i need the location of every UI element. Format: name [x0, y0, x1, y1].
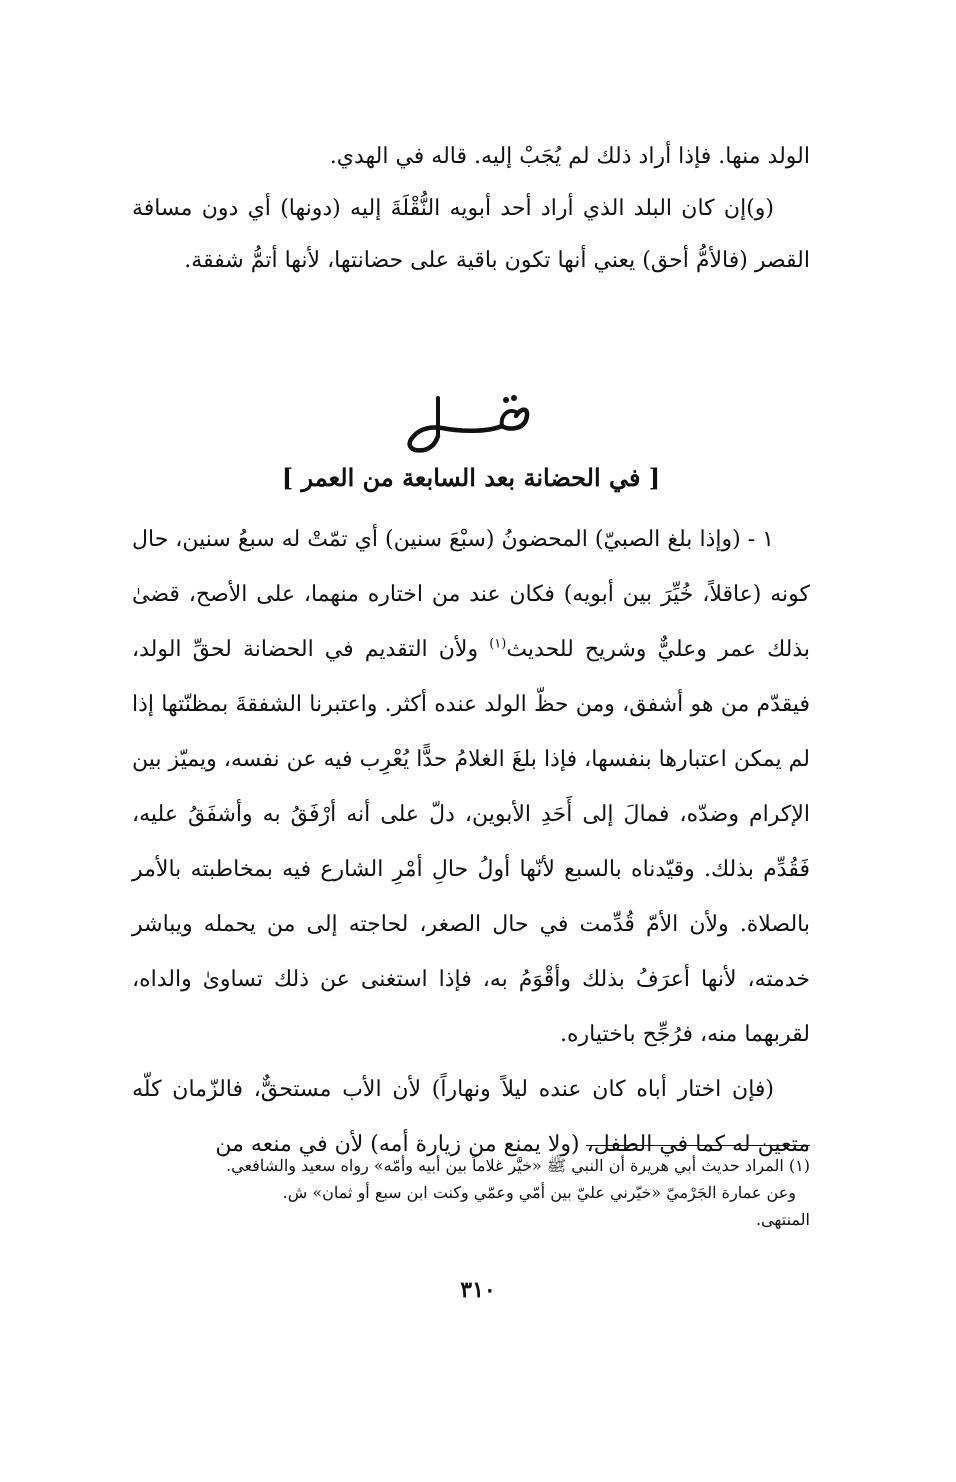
paragraph-transfer-rule: (و)إن كان البلد الذي أراد أحد أبويه النُّقْلَةَ إليه (دونها) أي دون مسافة القصر (فالأمُّ أحق) يعني أنها تكون باقية على حضانتها، لأنها أتمُّ شفقة.	[132, 196, 810, 273]
section-title: [ في الحضانة بعد السابعة من العمر ]	[281, 463, 661, 492]
paragraph-seven-years-rest: ولأن التقديم في الحضانة لحقِّ الولد، فيقدّم من هو أشفق، ومن حظّ الولد عنده أكثر. واعتبرنا الشفقةَ بمظنّتها إذا لم يمكن اعتبارها بنفسها، فإذا بلغَ الغلامُ حدًّا يُعْرِب فيه عن نفسه، ويميّز بين الإكرام وضدّه، فمالَ إلى أَحَدِ الأبوين، دلّ على أنه أرْفَقُ به وأشفَقُ عليه، فَقُدِّم بذلك. وقيّدناه بالسبع لأنّها أولُ حالِ أمْرِ الشارع فيه بمخاطبته بالأمر بالصلاة. ولأن الأمّ قُدِّمت في حال الصغر، لحاجته إلى من يحمله ويباشر خدمته، لأنها أعرَفُ بذلك وأقْوَمُ به، فإذا استغنى عن ذلك تساوىٰ والداه، لقربهما منه، فرُجِّح باختياره.	[132, 637, 810, 1047]
footnote-line-2: وعن عمارة الجَرْميّ «خيّرني عليّ بين أمّي وعمّي وكنت ابن سبع أو ثمان» ش.	[282, 1183, 796, 1202]
footnote-separator	[586, 1145, 810, 1146]
footnote-line-1: (١) المراد حديث أبي هريرة أن النبي ﷺ «خيَّر غلاماً بين أبيه وأمّه» رواه سعيد والشافعي.	[226, 1156, 810, 1175]
footnotes	[132, 1152, 810, 1233]
paragraph-seven-years-start: ١ - (وإذا بلغ الصبيّ) المحضونُ (سبْعَ سنين) أي تمّتْ له سبعُ سنين، حال كونه (عاقلاً، خُيِّرَ بين أبويه) فكان عند من اختاره منهما، على الأصح، قضىٰ بذلك عمر وعليٌّ وشريح للحديث	[132, 527, 810, 662]
footnote-reference-1: (١)	[489, 636, 507, 652]
section-ornament-calligraphy	[398, 386, 538, 458]
paragraph-continuation: الولد منها. فإذا أراد ذلك لم يُجَبْ إليه. قاله في الهدي.	[329, 144, 810, 169]
main-text	[132, 512, 810, 1172]
footnote-line-3: المنتهى.	[755, 1210, 810, 1229]
paragraph-father-choice: (فإن اختار أباه كان عنده ليلاً ونهاراً) لأن الأب مستحقٌّ، فالزّمان كلّه متعين له كما في الطفل، (ولا يمنع من زيارة أمه) لأن في منعه من	[132, 1077, 810, 1157]
top-text	[132, 131, 810, 287]
paragraph-seven-years	[132, 512, 810, 1062]
page-number: ٣١٠	[460, 1277, 496, 1303]
